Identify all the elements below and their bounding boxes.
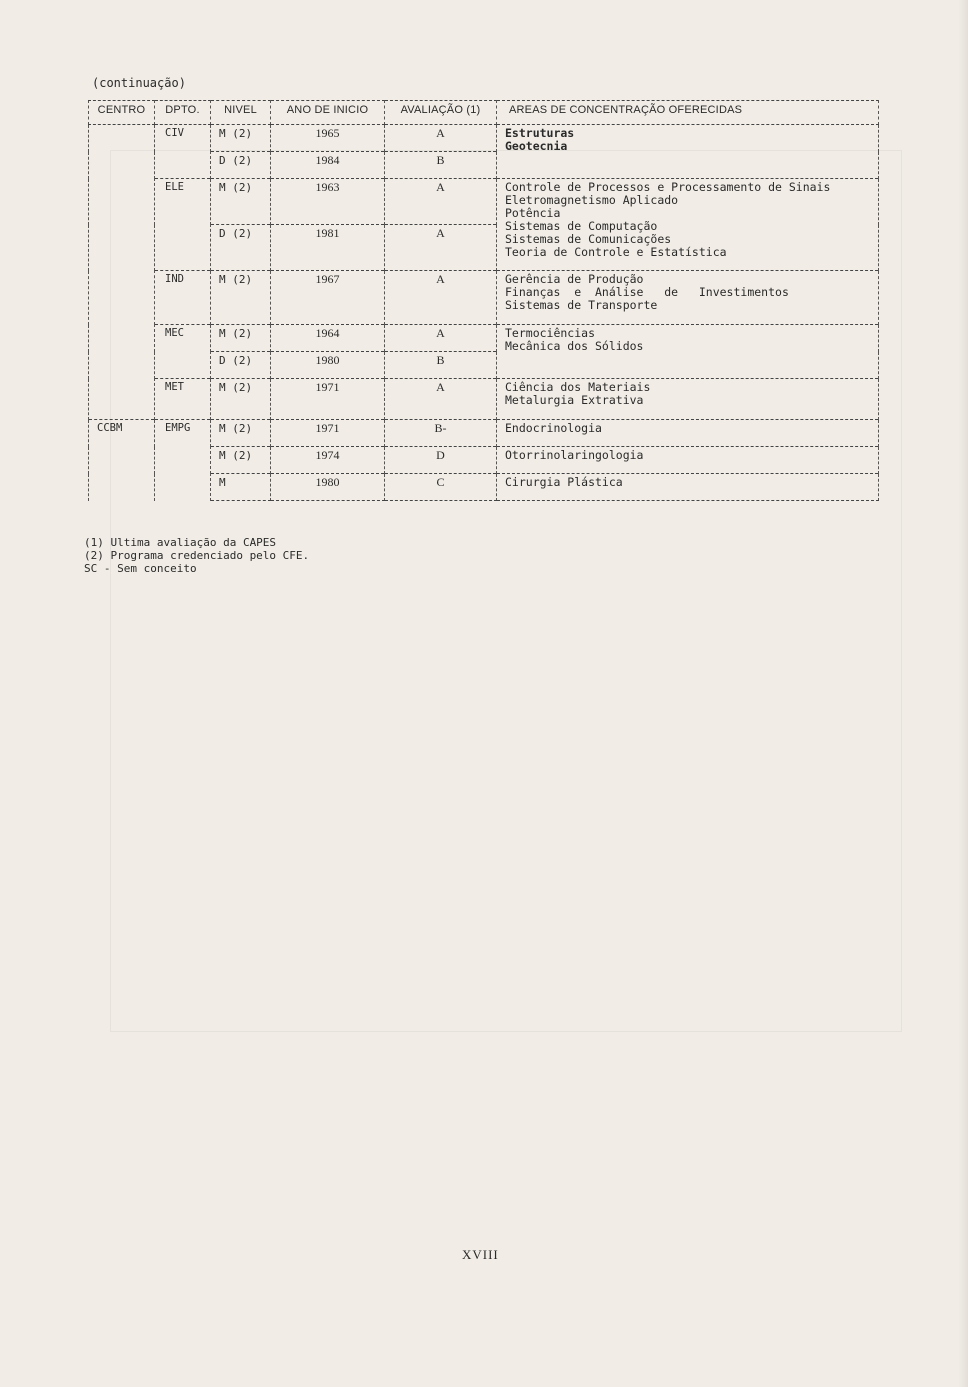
nivel-cell: D (2) xyxy=(211,352,271,379)
nivel-cell: M xyxy=(211,474,271,501)
areas-cell xyxy=(497,179,879,271)
header-nivel: NIVEL xyxy=(211,101,271,125)
table-row xyxy=(89,179,879,225)
nivel-cell: M (2) xyxy=(211,447,271,474)
area-item: Cirurgia Plástica xyxy=(505,475,623,489)
area-item: Gerência de Produção xyxy=(505,272,644,286)
ano-cell: 1971 xyxy=(271,379,385,420)
area-item: Sistemas de Transporte xyxy=(505,298,658,312)
areas-cell xyxy=(497,420,879,447)
area-item: Endocrinologia xyxy=(505,421,602,435)
centro-cell xyxy=(89,125,155,420)
areas-cell xyxy=(497,379,879,420)
area-item: Teoria de Controle e Estatística xyxy=(505,245,727,259)
nivel-cell: D (2) xyxy=(211,152,271,179)
ano-cell: 1963 xyxy=(271,179,385,225)
aval-cell: B xyxy=(385,352,497,379)
areas-cell xyxy=(497,125,879,179)
dpto-cell: CIV xyxy=(155,125,211,179)
aval-cell: A xyxy=(385,179,497,225)
table-row xyxy=(89,271,879,325)
nivel-cell: M (2) xyxy=(211,420,271,447)
aval-cell: A xyxy=(385,271,497,325)
area-item: Estruturas xyxy=(505,126,575,140)
header-dpto: DPTO. xyxy=(155,101,211,125)
nivel-cell: M (2) xyxy=(211,271,271,325)
header-areas: AREAS DE CONCENTRAÇÃO OFERECIDAS xyxy=(497,101,879,125)
dpto-cell: MET xyxy=(155,379,211,420)
area-item: Otorrinolaringologia xyxy=(505,448,644,462)
areas-cell xyxy=(497,447,879,474)
continuation-label: (continuação) xyxy=(92,76,186,90)
table-header-row xyxy=(89,101,879,125)
programs-table xyxy=(88,100,879,501)
ano-cell: 1980 xyxy=(271,352,385,379)
area-item: Ciência dos Materiais xyxy=(505,380,651,394)
aval-cell: B xyxy=(385,152,497,179)
dpto-cell: MEC xyxy=(155,325,211,379)
table-row xyxy=(89,420,879,447)
area-item: Sistemas de Computação xyxy=(505,219,658,233)
aval-cell: C xyxy=(385,474,497,501)
area-item: Geotecnia xyxy=(505,139,568,153)
page-edge-shadow xyxy=(958,0,968,1387)
footnote-2: (2) Programa credenciado pelo CFE. xyxy=(84,549,310,562)
nivel-cell: D (2) xyxy=(211,225,271,271)
aval-cell: A xyxy=(385,125,497,152)
header-avaliacao: AVALIAÇÃO (1) xyxy=(385,101,497,125)
aval-cell: B- xyxy=(385,420,497,447)
nivel-cell: M (2) xyxy=(211,379,271,420)
areas-cell xyxy=(497,325,879,379)
table-row xyxy=(89,125,879,152)
ano-cell: 1971 xyxy=(271,420,385,447)
aval-cell: D xyxy=(385,447,497,474)
footnote-3: SC - Sem conceito xyxy=(84,562,197,575)
aval-cell: A xyxy=(385,225,497,271)
table-row xyxy=(89,325,879,352)
area-item: Sistemas de Comunicações xyxy=(505,232,672,246)
area-item: Mecânica dos Sólidos xyxy=(505,339,644,353)
ano-cell: 1965 xyxy=(271,125,385,152)
aval-cell: A xyxy=(385,379,497,420)
ano-cell: 1967 xyxy=(271,271,385,325)
table-row xyxy=(89,379,879,420)
ano-cell: 1964 xyxy=(271,325,385,352)
footnote-1: (1) Ultima avaliação da CAPES xyxy=(84,536,277,549)
footnotes xyxy=(84,536,309,575)
dpto-cell: IND xyxy=(155,271,211,325)
areas-cell xyxy=(497,271,879,325)
area-item: Controle de Processos e Processamento de Sinais xyxy=(505,180,831,194)
ano-cell: 1981 xyxy=(271,225,385,271)
aval-cell: A xyxy=(385,325,497,352)
areas-cell xyxy=(497,474,879,501)
area-item: Finanças e Análise de Investimentos xyxy=(505,285,789,299)
area-item: Potência xyxy=(505,206,561,220)
area-item: Termociências xyxy=(505,326,596,340)
header-centro: CENTRO xyxy=(89,101,155,125)
area-item: Eletromagnetismo Aplicado xyxy=(505,193,679,207)
header-ano: ANO DE INICIO xyxy=(271,101,385,125)
dpto-cell: ELE xyxy=(155,179,211,271)
page-number: XVIII xyxy=(462,1247,499,1262)
area-item: Metalurgia Extrativa xyxy=(505,393,644,407)
ano-cell: 1980 xyxy=(271,474,385,501)
ano-cell: 1974 xyxy=(271,447,385,474)
nivel-cell: M (2) xyxy=(211,325,271,352)
nivel-cell: M (2) xyxy=(211,179,271,225)
nivel-cell: M (2) xyxy=(211,125,271,152)
ano-cell: 1984 xyxy=(271,152,385,179)
dpto-cell: EMPG xyxy=(155,420,211,501)
centro-cell: CCBM xyxy=(89,420,155,501)
